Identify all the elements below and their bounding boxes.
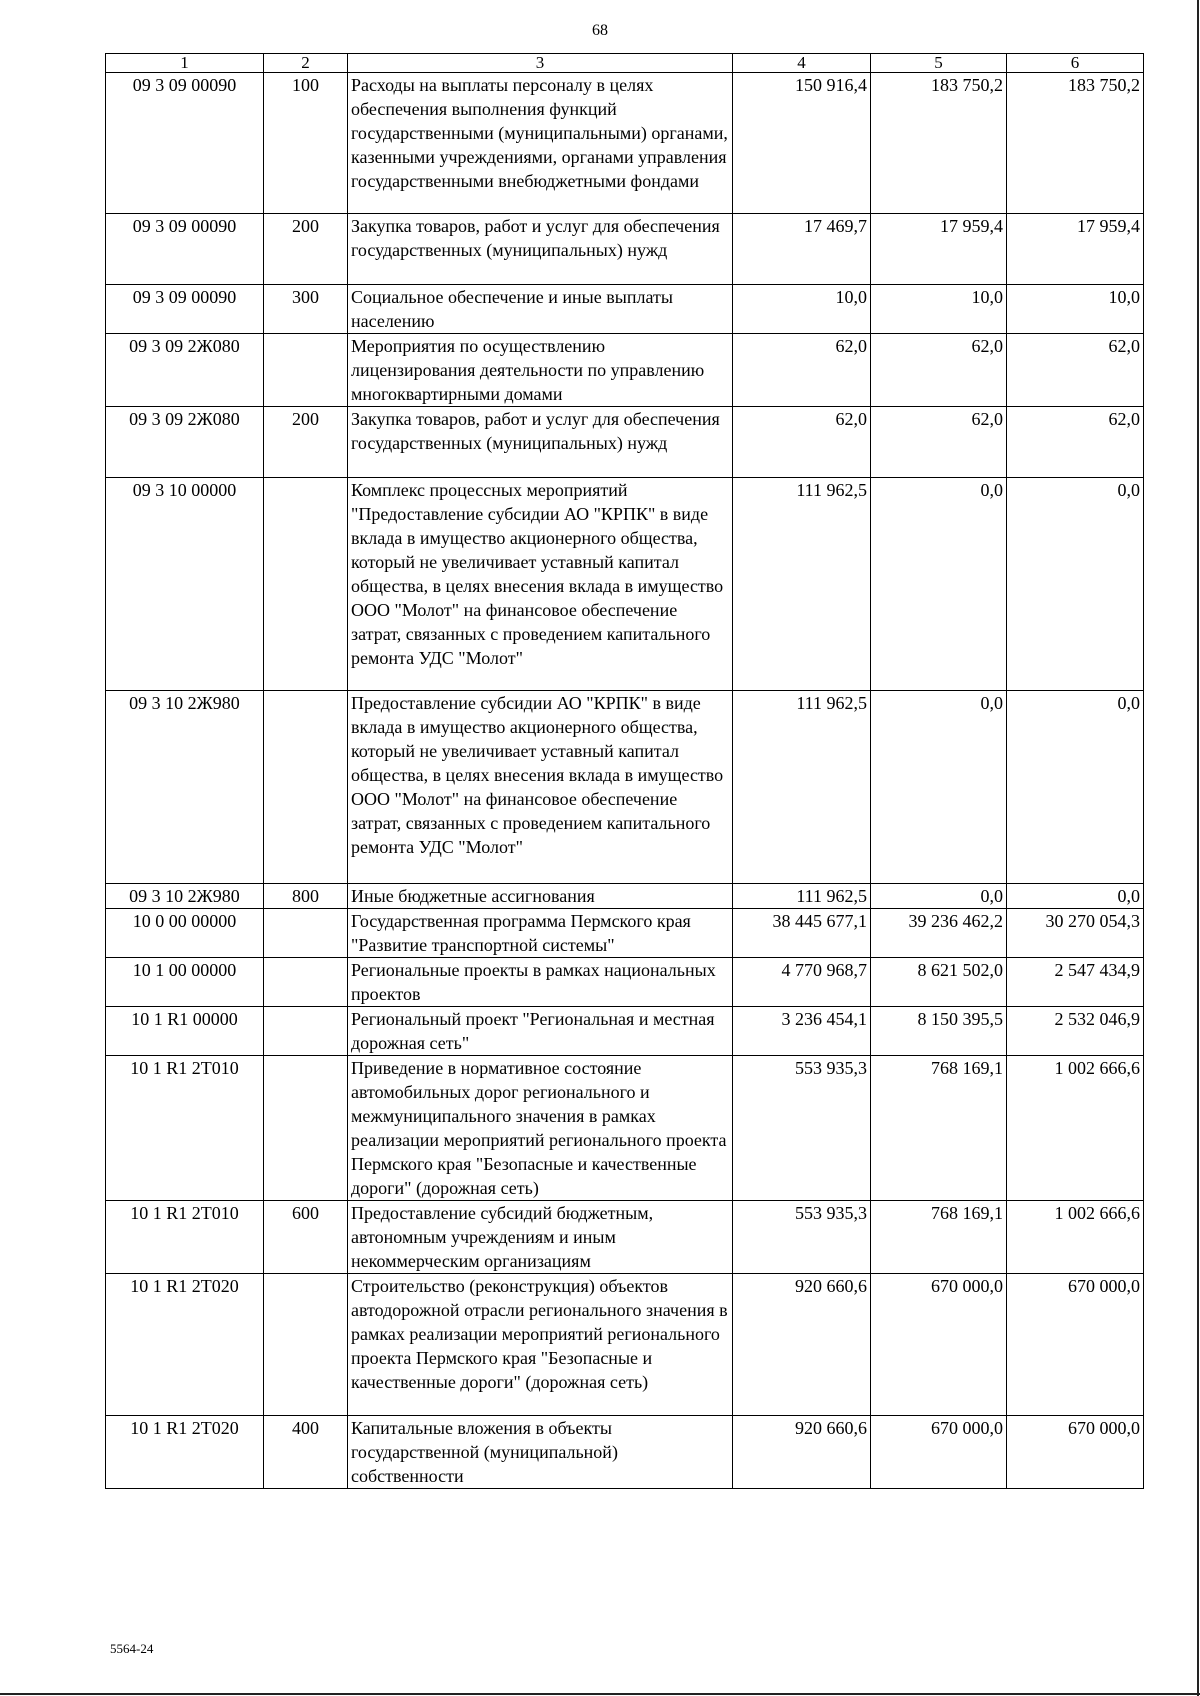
expense-type-code: 600 — [264, 1201, 348, 1274]
table-row — [106, 1416, 1144, 1489]
row-description: Закупка товаров, работ и услуг для обеспечения государственных (муниципальных) нужд — [348, 214, 733, 285]
value-col-4: 10,0 — [733, 285, 871, 334]
target-article-code: 09 3 09 00090 — [106, 73, 264, 214]
expense-type-code: 200 — [264, 407, 348, 478]
header-col-2: 2 — [264, 54, 348, 73]
expense-type-code: 400 — [264, 1416, 348, 1489]
value-col-4: 111 962,5 — [733, 478, 871, 691]
target-article-code: 09 3 09 00090 — [106, 214, 264, 285]
expense-type-code — [264, 691, 348, 884]
value-col-6: 62,0 — [1007, 334, 1144, 407]
value-col-4: 3 236 454,1 — [733, 1007, 871, 1056]
value-col-6: 0,0 — [1007, 884, 1144, 909]
value-col-4: 920 660,6 — [733, 1416, 871, 1489]
value-col-6: 62,0 — [1007, 407, 1144, 478]
budget-table — [105, 53, 1144, 1489]
row-description: Иные бюджетные ассигнования — [348, 884, 733, 909]
value-col-5: 8 621 502,0 — [871, 958, 1007, 1007]
target-article-code: 09 3 10 00000 — [106, 478, 264, 691]
value-col-6: 670 000,0 — [1007, 1274, 1144, 1416]
header-col-1: 1 — [106, 54, 264, 73]
value-col-4: 920 660,6 — [733, 1274, 871, 1416]
table-row — [106, 1007, 1144, 1056]
value-col-5: 39 236 462,2 — [871, 909, 1007, 958]
value-col-5: 670 000,0 — [871, 1416, 1007, 1489]
table-header — [106, 54, 1144, 73]
target-article-code: 10 1 00 00000 — [106, 958, 264, 1007]
value-col-4: 150 916,4 — [733, 73, 871, 214]
expense-type-code: 800 — [264, 884, 348, 909]
value-col-6: 2 532 046,9 — [1007, 1007, 1144, 1056]
value-col-5: 0,0 — [871, 691, 1007, 884]
table-row — [106, 407, 1144, 478]
table-row — [106, 1201, 1144, 1274]
table-row — [106, 285, 1144, 334]
target-article-code: 10 1 R1 2Т020 — [106, 1416, 264, 1489]
value-col-6: 183 750,2 — [1007, 73, 1144, 214]
expense-type-code — [264, 334, 348, 407]
target-article-code: 10 1 R1 2Т020 — [106, 1274, 264, 1416]
row-description: Закупка товаров, работ и услуг для обеспечения государственных (муниципальных) нужд — [348, 407, 733, 478]
scan-edge-right — [1197, 0, 1199, 1696]
value-col-5: 62,0 — [871, 334, 1007, 407]
expense-type-code — [264, 958, 348, 1007]
header-col-3: 3 — [348, 54, 733, 73]
header-col-5: 5 — [871, 54, 1007, 73]
table-row — [106, 1274, 1144, 1416]
value-col-4: 17 469,7 — [733, 214, 871, 285]
row-description: Предоставление субсидий бюджетным, автономным учреждениям и иным некоммерческим организациям — [348, 1201, 733, 1274]
value-col-5: 670 000,0 — [871, 1274, 1007, 1416]
value-col-4: 553 935,3 — [733, 1201, 871, 1274]
value-col-4: 62,0 — [733, 334, 871, 407]
row-description: Расходы на выплаты персоналу в целях обеспечения выполнения функций государственными (муниципальными) органами, казенными учреждениями, органами управления государственными внебюджетными фондами — [348, 73, 733, 214]
value-col-5: 17 959,4 — [871, 214, 1007, 285]
target-article-code: 09 3 10 2Ж980 — [106, 691, 264, 884]
table-row — [106, 478, 1144, 691]
value-col-4: 553 935,3 — [733, 1056, 871, 1201]
expense-type-code — [264, 1007, 348, 1056]
header-col-6: 6 — [1007, 54, 1144, 73]
value-col-5: 183 750,2 — [871, 73, 1007, 214]
expense-type-code — [264, 1274, 348, 1416]
value-col-6: 2 547 434,9 — [1007, 958, 1144, 1007]
table-row — [106, 334, 1144, 407]
row-description: Мероприятия по осуществлению лицензирования деятельности по управлению многоквартирными домами — [348, 334, 733, 407]
target-article-code: 10 0 00 00000 — [106, 909, 264, 958]
table-row — [106, 1056, 1144, 1201]
row-description: Региональные проекты в рамках национальных проектов — [348, 958, 733, 1007]
table-row — [106, 214, 1144, 285]
value-col-4: 111 962,5 — [733, 691, 871, 884]
value-col-5: 62,0 — [871, 407, 1007, 478]
row-description: Государственная программа Пермского края "Развитие транспортной системы" — [348, 909, 733, 958]
row-description: Приведение в нормативное состояние автомобильных дорог регионального и межмуниципального значения в рамках реализации мероприятий регионального проекта Пермского края "Безопасные и качественные дороги" (дорожная сеть) — [348, 1056, 733, 1201]
value-col-5: 768 169,1 — [871, 1056, 1007, 1201]
value-col-4: 4 770 968,7 — [733, 958, 871, 1007]
value-col-6: 1 002 666,6 — [1007, 1201, 1144, 1274]
value-col-6: 1 002 666,6 — [1007, 1056, 1144, 1201]
table-body — [106, 73, 1144, 1489]
expense-type-code: 200 — [264, 214, 348, 285]
table-row — [106, 884, 1144, 909]
table-row — [106, 691, 1144, 884]
row-description: Социальное обеспечение и иные выплаты населению — [348, 285, 733, 334]
table-row — [106, 73, 1144, 214]
value-col-6: 30 270 054,3 — [1007, 909, 1144, 958]
row-description: Региональный проект "Региональная и местная дорожная сеть" — [348, 1007, 733, 1056]
target-article-code: 09 3 09 2Ж080 — [106, 334, 264, 407]
target-article-code: 10 1 R1 00000 — [106, 1007, 264, 1056]
expense-type-code: 300 — [264, 285, 348, 334]
document-code: 5564-24 — [110, 1641, 154, 1656]
header-col-4: 4 — [733, 54, 871, 73]
value-col-5: 768 169,1 — [871, 1201, 1007, 1274]
value-col-6: 670 000,0 — [1007, 1416, 1144, 1489]
scan-edge-bottom — [0, 1693, 1200, 1695]
row-description: Комплекс процессных мероприятий "Предоставление субсидии АО "КРПК" в виде вклада в имущество акционерного общества, который не увеличивает уставный капитал общества, в целях внесения вклада в имущество ООО "Молот" на финансовое обеспечение затрат, связанных с проведением капитального ремонта УДС "Молот" — [348, 478, 733, 691]
expense-type-code: 100 — [264, 73, 348, 214]
expense-type-code — [264, 478, 348, 691]
value-col-4: 111 962,5 — [733, 884, 871, 909]
value-col-6: 17 959,4 — [1007, 214, 1144, 285]
value-col-6: 10,0 — [1007, 285, 1144, 334]
expense-type-code — [264, 1056, 348, 1201]
value-col-6: 0,0 — [1007, 691, 1144, 884]
target-article-code: 10 1 R1 2Т010 — [106, 1056, 264, 1201]
target-article-code: 09 3 09 2Ж080 — [106, 407, 264, 478]
value-col-6: 0,0 — [1007, 478, 1144, 691]
table-row — [106, 958, 1144, 1007]
value-col-4: 62,0 — [733, 407, 871, 478]
row-description: Капитальные вложения в объекты государственной (муниципальной) собственности — [348, 1416, 733, 1489]
value-col-5: 0,0 — [871, 478, 1007, 691]
row-description: Предоставление субсидии АО "КРПК" в виде вклада в имущество акционерного общества, который не увеличивает уставный капитал общества, в целях внесения вклада в имущество ООО "Молот" на финансовое обеспечение затрат, связанных с проведением капитального ремонта УДС "Молот" — [348, 691, 733, 884]
expense-type-code — [264, 909, 348, 958]
target-article-code: 09 3 09 00090 — [106, 285, 264, 334]
value-col-4: 38 445 677,1 — [733, 909, 871, 958]
target-article-code: 10 1 R1 2Т010 — [106, 1201, 264, 1274]
value-col-5: 8 150 395,5 — [871, 1007, 1007, 1056]
row-description: Строительство (реконструкция) объектов автодорожной отрасли регионального значения в рамках реализации мероприятий регионального проекта Пермского края "Безопасные и качественные дороги" (дорожная сеть) — [348, 1274, 733, 1416]
header-row — [106, 54, 1144, 73]
target-article-code: 09 3 10 2Ж980 — [106, 884, 264, 909]
value-col-5: 10,0 — [871, 285, 1007, 334]
value-col-5: 0,0 — [871, 884, 1007, 909]
table-row — [106, 909, 1144, 958]
page-number: 68 — [592, 22, 608, 39]
